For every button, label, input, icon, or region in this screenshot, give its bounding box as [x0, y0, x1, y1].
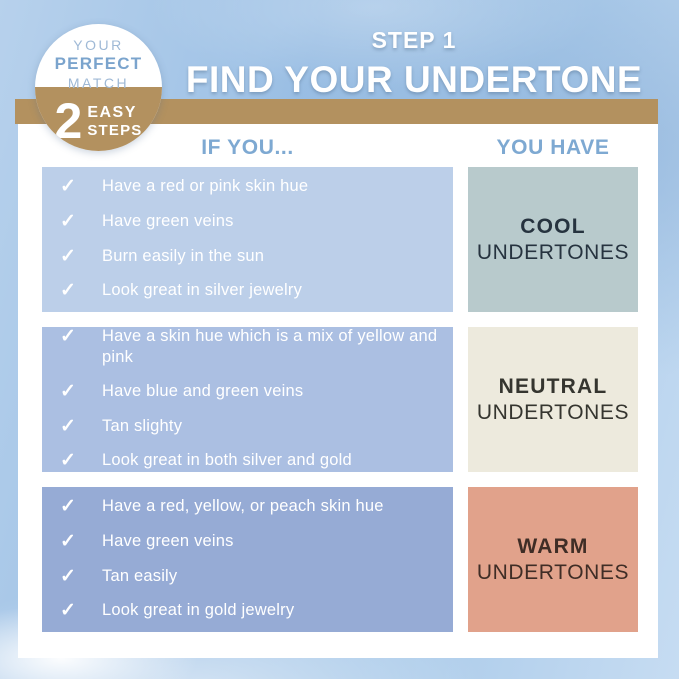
- question-item: [42, 600, 447, 623]
- result-title: WARM: [517, 534, 589, 558]
- step-number: 2: [54, 93, 83, 150]
- question-item: [42, 450, 447, 473]
- question-item: [42, 381, 447, 404]
- question-box-cool: [42, 167, 453, 312]
- question-item: [42, 416, 447, 439]
- question-item: [42, 566, 447, 589]
- check-icon: ✓: [60, 325, 76, 347]
- result-box-neutral: [468, 327, 638, 472]
- question-text: Have green veins: [102, 531, 234, 550]
- check-icon: ✓: [60, 175, 76, 197]
- step-word-steps: STEPS: [87, 122, 143, 140]
- question-text: Have blue and green veins: [102, 381, 304, 400]
- question-item: [42, 176, 447, 199]
- column-header-if-you: IF YOU...: [201, 136, 294, 159]
- step-words: [87, 104, 142, 140]
- check-icon: ✓: [60, 600, 76, 622]
- question-text: Burn easily in the sun: [102, 246, 265, 265]
- check-icon: ✓: [60, 450, 76, 472]
- check-icon: ✓: [60, 380, 76, 402]
- check-icon: ✓: [60, 565, 76, 587]
- perfect-match-badge: [35, 24, 162, 151]
- question-text: Have a red, yellow, or peach skin hue: [102, 496, 384, 515]
- question-item: [42, 326, 447, 369]
- check-icon: ✓: [60, 415, 76, 437]
- question-item: [42, 211, 447, 234]
- question-text: Have a red or pink skin hue: [102, 176, 309, 195]
- question-item: [42, 496, 447, 519]
- question-text: Look great in gold jewelry: [102, 601, 295, 620]
- result-title: NEUTRAL: [498, 374, 608, 398]
- question-item: [42, 531, 447, 554]
- question-text: Look great in silver jewelry: [102, 281, 303, 300]
- step-label: STEP 1: [371, 27, 457, 53]
- question-item: [42, 246, 447, 269]
- badge-text-stack: [35, 24, 162, 151]
- question-box-warm: [42, 487, 453, 632]
- result-subtitle: UNDERTONES: [476, 400, 630, 424]
- result-subtitle: UNDERTONES: [476, 560, 630, 584]
- page-title-block: [170, 27, 658, 101]
- badge-line-perfect: PERFECT: [54, 54, 143, 74]
- badge-line-your: YOUR: [73, 37, 124, 53]
- column-header-you-have: YOU HAVE: [496, 136, 610, 159]
- result-box-warm: [468, 487, 638, 632]
- badge-steps-group: [54, 93, 143, 150]
- check-icon: ✓: [60, 280, 76, 302]
- question-text: Tan easily: [102, 566, 178, 585]
- question-text: Look great in both silver and gold: [102, 451, 352, 470]
- question-text: Have a skin hue which is a mix of yellow and pink: [102, 326, 438, 367]
- question-text: Have green veins: [102, 211, 234, 230]
- question-text: Tan slighty: [102, 416, 183, 435]
- result-subtitle: UNDERTONES: [476, 240, 630, 264]
- question-box-neutral: [42, 327, 453, 472]
- check-icon: ✓: [60, 495, 76, 517]
- step-word-easy: EASY: [87, 103, 137, 121]
- result-title: COOL: [520, 214, 586, 238]
- check-icon: ✓: [60, 530, 76, 552]
- check-icon: ✓: [60, 245, 76, 267]
- result-box-cool: [468, 167, 638, 312]
- badge-line-match: MATCH: [67, 75, 130, 92]
- main-heading: FIND YOUR UNDERTONE: [185, 59, 643, 100]
- check-icon: ✓: [60, 210, 76, 232]
- question-item: [42, 280, 447, 303]
